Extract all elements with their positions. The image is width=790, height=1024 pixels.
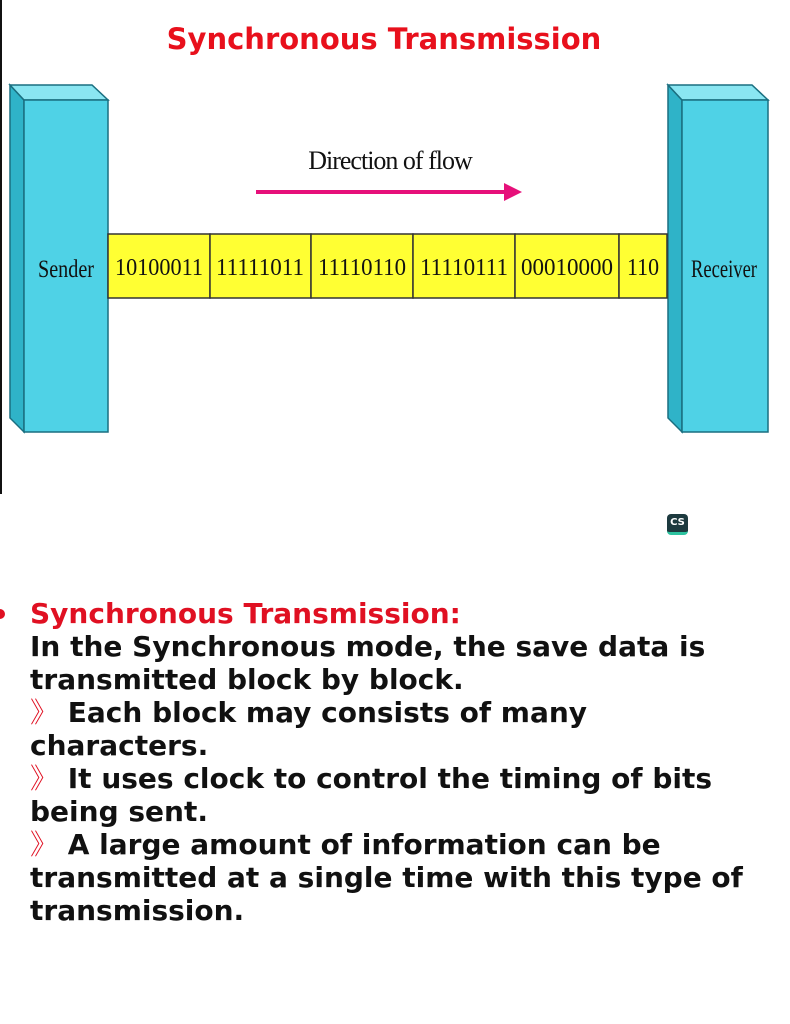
block-5: 110: [627, 255, 659, 281]
data-stream: [108, 234, 667, 298]
flow-direction-label: Direction of flow: [308, 146, 472, 175]
chevron-right-icon: 》: [30, 696, 59, 729]
transmission-diagram: [0, 0, 768, 500]
notes-bullet-line: 》 A large amount of information can be: [30, 828, 661, 861]
block-0: 10100011: [115, 255, 203, 281]
notes-line: transmitted at a single time with this type of: [30, 861, 743, 894]
chevron-right-icon: 》: [30, 762, 59, 795]
chevron-right-icon: 》: [30, 828, 59, 861]
sender-label: Sender: [38, 256, 95, 283]
notes-bullet-line: 》 It uses clock to control the timing of bits: [30, 762, 713, 795]
block-3: 11110111: [420, 255, 508, 281]
block-4: 00010000: [521, 255, 613, 281]
cs-app-badge: CS: [667, 514, 688, 535]
notes-line: characters.: [30, 729, 209, 762]
notes-line: being sent.: [30, 795, 208, 828]
block-1: 11111011: [216, 255, 304, 281]
notes-text: [30, 597, 790, 927]
notes-line: transmitted block by block.: [30, 663, 464, 696]
notes-bullet-line: 》 Each block may consists of many: [30, 696, 588, 729]
notes-line: transmission.: [30, 894, 245, 927]
block-2: 11110110: [318, 255, 406, 281]
direction-arrow: [256, 183, 522, 201]
bullet-dot-icon: [0, 609, 5, 619]
receiver-label: Receiver: [691, 256, 758, 283]
notes-line: In the Synchronous mode, the save data is: [30, 630, 706, 663]
notes-heading: Synchronous Transmission:: [30, 597, 461, 630]
diagram-title: Synchronous Transmission: [166, 22, 602, 56]
